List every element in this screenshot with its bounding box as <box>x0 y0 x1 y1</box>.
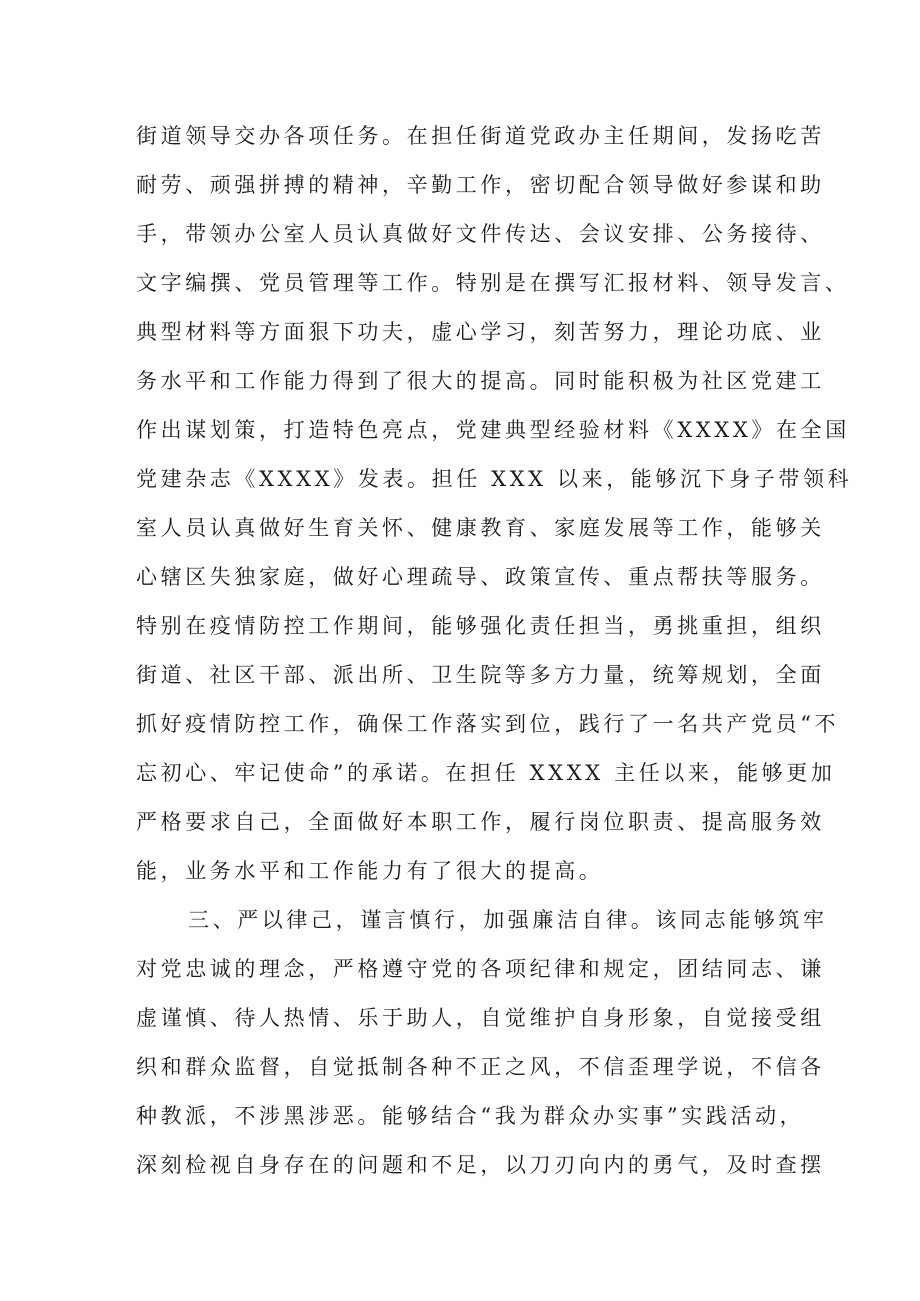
text-line: 织和群众监督，自觉抵制各种不正之风，不信歪理学说，不信各 <box>136 1055 825 1079</box>
text-line: 街道、社区干部、派出所、卫生院等多方力量，统筹规划，全面 <box>136 663 825 687</box>
section-heading-line: 三、严以律己，谨言慎行，加强廉洁自律。该同志能够筑牢 <box>188 908 828 932</box>
text-line: 抓好疫情防控工作，确保工作落实到位，践行了一名共产党员“不 <box>136 712 840 736</box>
text-line: 虚谨慎、待人热情、乐于助人，自觉维护自身形象，自觉接受组 <box>136 1006 825 1030</box>
text-line: 心辖区失独家庭，做好心理疏导、政策宣传、重点帮扶等服务。 <box>136 565 825 589</box>
text-line: 深刻检视自身存在的问题和不足，以刀刃向内的勇气，及时查摆 <box>136 1153 825 1177</box>
text-line: 忘初心、牢记使命”的承诺。在担任 XXXX 主任以来，能够更加 <box>136 761 836 785</box>
text-line: 严格要求自己，全面做好本职工作，履行岗位职责、提高服务效 <box>136 810 825 834</box>
text-line: 务水平和工作能力得到了很大的提高。同时能积极为社区党建工 <box>136 369 825 393</box>
text-line: 作出谋划策，打造特色亮点，党建典型经验材料《XXXX》在全国 <box>136 418 850 442</box>
text-line: 文字编撰、党员管理等工作。特别是在撰写汇报材料、领导发言、 <box>136 271 850 295</box>
text-line: 能，业务水平和工作能力有了很大的提高。 <box>136 859 604 883</box>
text-line: 耐劳、顽强拼搏的精神，辛勤工作，密切配合领导做好参谋和助 <box>136 173 825 197</box>
text-line: 对党忠诚的理念，严格遵守党的各项纪律和规定，团结同志、谦 <box>136 957 825 981</box>
text-line: 手，带领办公室人员认真做好文件传达、会议安排、公务接待、 <box>136 222 825 246</box>
text-line: 街道领导交办各项任务。在担任街道党政办主任期间，发扬吃苦 <box>136 124 825 148</box>
text-line: 室人员认真做好生育关怀、健康教育、家庭发展等工作，能够关 <box>136 516 825 540</box>
text-line: 种教派，不涉黑涉恶。能够结合“我为群众办实事”实践活动， <box>136 1104 805 1128</box>
text-line: 典型材料等方面狠下功夫，虚心学习，刻苦努力，理论功底、业 <box>136 320 825 344</box>
text-line: 特别在疫情防控工作期间，能够强化责任担当，勇挑重担，组织 <box>136 614 825 638</box>
text-line: 党建杂志《XXXX》发表。担任 XXX 以来，能够沉下身子带领科 <box>136 467 853 491</box>
